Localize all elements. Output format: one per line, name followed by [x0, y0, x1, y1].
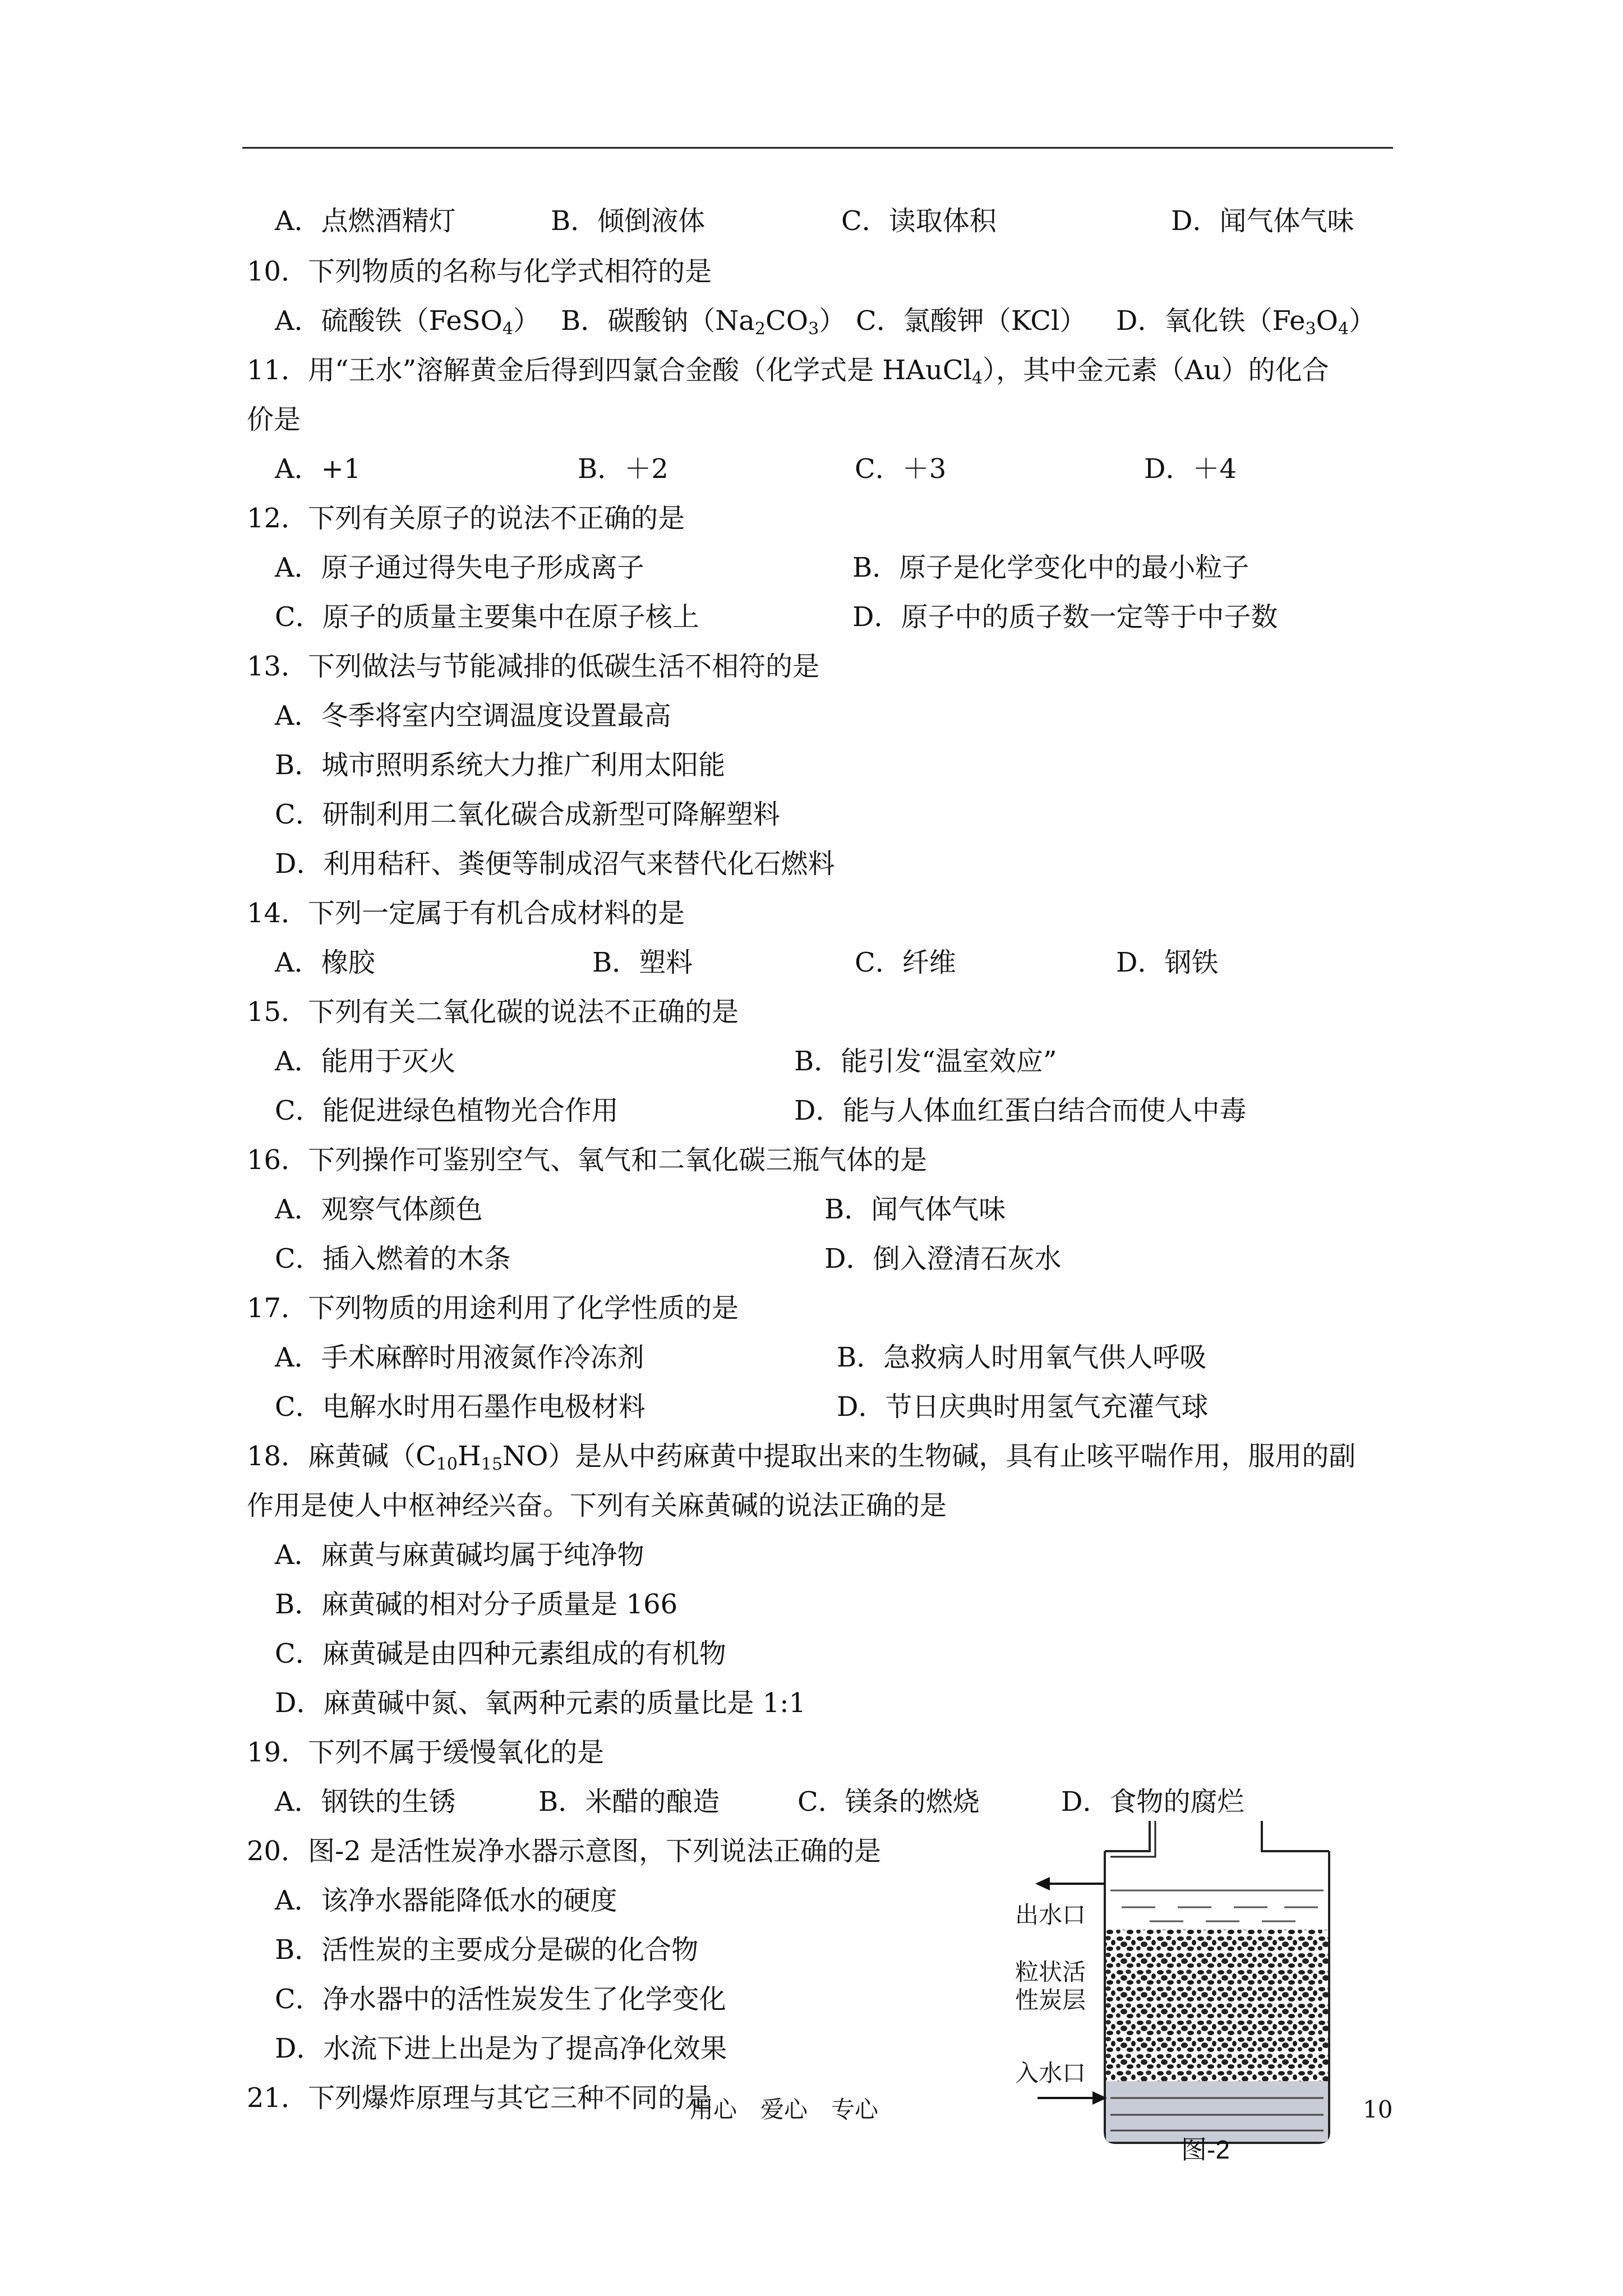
q17-option-a: A．手术麻醉时用液氮作冷冻剂: [275, 1342, 644, 1373]
q15-option-a: A．能用于灭火: [275, 1046, 456, 1077]
q12-option-d: D．原子中的质子数一定等于中子数: [852, 601, 1278, 633]
q11-option-c: C．＋3: [855, 453, 947, 485]
q11-stem-line2: 价是: [247, 404, 301, 435]
q17-option-b: B．急救病人时用氧气供人呼吸: [837, 1342, 1207, 1373]
footer-motto: 用心 爱心 专心: [690, 2096, 879, 2123]
q11-option-a: A．+1: [275, 453, 361, 485]
q13-option-d: D．利用秸秆、粪便等制成沼气来替代化石燃料: [275, 848, 835, 880]
q17-stem: 17．下列物质的用途利用了化学性质的是: [247, 1292, 739, 1324]
q10-option-c: C．氯酸钾（KCl）: [856, 305, 1087, 337]
q12-stem: 12．下列有关原子的说法不正确的是: [247, 503, 685, 534]
clean-water-layer: [1110, 1890, 1324, 1921]
q16-option-d: D．倒入澄清石灰水: [824, 1243, 1062, 1274]
q16-stem: 16．下列操作可鉴别空气、氧气和二氧化碳三瓶气体的是: [247, 1144, 928, 1176]
q12-option-c: C．原子的质量主要集中在原子核上: [275, 601, 699, 633]
q19-option-d: D．食物的腐烂: [1061, 1786, 1244, 1818]
q14-option-c: C．纤维: [855, 947, 956, 978]
q11-stem-line1: 11．用“王水”溶解黄金后得到四氯合金酸（化学式是 HAuCl$_4$），其中金元素（Au）的化合: [247, 355, 1329, 388]
q9-option-d: D．闻气体气味: [1171, 205, 1354, 237]
q11-option-b: B．＋2: [578, 453, 668, 485]
q10-option-d: D．氧化铁$(Fe_3O_4)$: [1116, 305, 1376, 339]
q21-stem: 21．下列爆炸原理与其它三种不同的是: [247, 2082, 712, 2114]
q20-option-b: B．活性炭的主要成分是碳的化合物: [275, 1934, 699, 1966]
q20-option-a: A．该净水器能降低水的硬度: [275, 1885, 617, 1916]
q9-option-c: C．读取体积: [841, 205, 997, 237]
q18-stem-line2: 作用是使人中枢神经兴奋。下列有关麻黄碱的说法正确的是: [247, 1490, 947, 1521]
q16-option-c: C．插入燃着的木条: [275, 1243, 511, 1274]
q19-option-b: B．米醋的酿造: [538, 1786, 720, 1818]
q12-option-b: B．原子是化学变化中的最小粒子: [852, 552, 1249, 583]
q14-option-d: D．钢铁: [1116, 947, 1219, 978]
q18-stem-line1: 18．麻黄碱$(C_{10}H_{15}NO)$是从中药麻黄中提取出来的生物碱，具有止咳平喘作用，服用的副: [247, 1441, 1356, 1474]
q11-option-d: D．＋4: [1144, 453, 1237, 485]
q20-option-d: D．水流下进上出是为了提高净化效果: [275, 2033, 727, 2064]
inlet-arrow-icon: [1038, 2091, 1107, 2105]
activated-carbon-layer: [1106, 1930, 1328, 2081]
q19-stem: 19．下列不属于缓慢氧化的是: [247, 1737, 605, 1768]
q16-option-b: B．闻气体气味: [824, 1194, 1006, 1225]
q17-option-c: C．电解水时用石墨作电极材料: [275, 1391, 645, 1423]
q18-option-d: D．麻黄碱中氮、氧两种元素的质量比是 1:1: [275, 1687, 806, 1719]
q17-option-d: D．节日庆典时用氢气充灌气球: [837, 1391, 1209, 1423]
q10-stem: 10．下列物质的名称与化学式相符的是: [247, 256, 712, 287]
raw-water-layer: [1106, 2081, 1328, 2142]
q13-option-b: B．城市照明系统大力推广利用太阳能: [275, 749, 726, 781]
water-purifier-figure: [1015, 1818, 1352, 2165]
q19-option-a: A．钢铁的生锈: [275, 1786, 456, 1818]
q18-option-c: C．麻黄碱是由四种元素组成的有机物: [275, 1638, 726, 1669]
q15-option-b: B．能引发“温室效应”: [794, 1046, 1057, 1077]
q15-option-d: D．能与人体血红蛋白结合而使人中毒: [794, 1095, 1247, 1126]
carbon-layer-label-line2: 性炭层: [1015, 1986, 1086, 2014]
q16-option-a: A．观察气体颜色: [275, 1194, 483, 1225]
q10-option-b: B．碳酸钠$(Na_2CO_3)$: [561, 305, 846, 339]
q18-option-a: A．麻黄与麻黄碱均属于纯净物: [275, 1539, 644, 1571]
q14-stem: 14．下列一定属于有机合成材料的是: [247, 898, 685, 929]
q9-option-b: B．倾倒液体: [551, 205, 706, 237]
q15-stem: 15．下列有关二氧化碳的说法不正确的是: [247, 996, 739, 1028]
figure-caption: 图-2: [1181, 2135, 1230, 2164]
header-rule: [242, 147, 1393, 149]
q20-option-c: C．净水器中的活性炭发生了化学变化: [275, 1984, 726, 2015]
q14-option-b: B．塑料: [592, 947, 693, 978]
carbon-layer-label-line1: 粒状活: [1015, 1958, 1086, 1986]
inlet-label: 入水口: [1015, 2059, 1086, 2087]
outlet-arrow-icon: [1035, 1877, 1105, 1890]
q19-option-c: C．镁条的燃烧: [797, 1786, 980, 1818]
q14-option-a: A．橡胶: [275, 947, 375, 978]
q18-option-b: B．麻黄碱的相对分子质量是 166: [275, 1589, 678, 1620]
q13-option-a: A．冬季将室内空调温度设置最高: [275, 700, 671, 731]
page-number: 10: [1363, 2096, 1393, 2123]
q12-option-a: A．原子通过得失电子形成离子: [275, 552, 644, 583]
q10-option-a: A．硫酸铁（FeSO$_4$）: [275, 305, 541, 339]
outlet-label: 出水口: [1015, 1901, 1086, 1929]
q20-stem: 20．图-2 是活性炭净水器示意图，下列说法正确的是: [247, 1835, 882, 1867]
q15-option-c: C．能促进绿色植物光合作用: [275, 1095, 619, 1126]
q13-stem: 13．下列做法与节能减排的低碳生活不相符的是: [247, 651, 820, 682]
q13-option-c: C．研制利用二氧化碳合成新型可降解塑料: [275, 799, 780, 830]
q9-option-a: A．点燃酒精灯: [275, 205, 456, 237]
